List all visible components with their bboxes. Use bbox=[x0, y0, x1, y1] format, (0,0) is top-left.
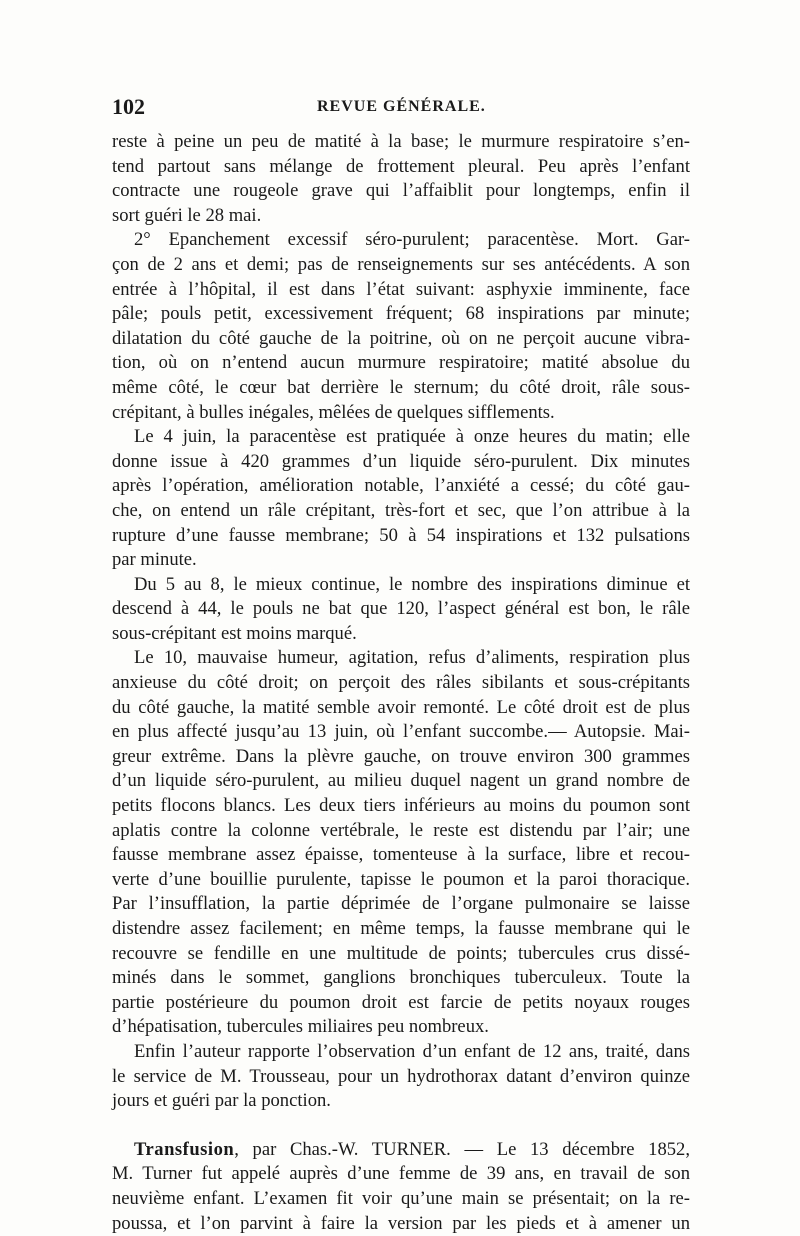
text-line: petits flocons blancs. Les deux tiers inférieurs au moins du poumon sont bbox=[112, 795, 690, 817]
section-first-line bbox=[112, 1138, 690, 1163]
text-line: crépitant, à bulles inégales, mêlées de quelques sifflements. bbox=[112, 401, 555, 423]
text-line: jours et guéri par la ponction. bbox=[112, 1090, 331, 1112]
text-line: par minute. bbox=[112, 549, 197, 571]
text-line: donne issue à 420 grammes d’un liquide séro-purulent. Dix minutes bbox=[112, 450, 690, 472]
text-line: distendre assez facilement; en même temps, la fausse membrane qui le bbox=[112, 918, 690, 939]
text-line: après l’opération, amélioration notable, l’anxiété a cessé; du côté gau- bbox=[112, 475, 690, 497]
text-line: fausse membrane assez épaisse, tomenteuse à la surface, libre et recou- bbox=[112, 844, 690, 866]
text-line: Par l’insufflation, la partie déprimée de l’organe pulmonaire se laisse bbox=[112, 893, 690, 915]
text-line: Le 4 juin, la paracentèse est pratiquée à onze heures du matin; elle bbox=[134, 426, 690, 448]
text-line: Enfin l’auteur rapporte l’observation d’un enfant de 12 ans, traité, dans bbox=[134, 1040, 690, 1062]
text-line: Du 5 au 8, le mieux continue, le nombre des inspirations diminue et bbox=[134, 573, 690, 595]
page-number: 102 bbox=[112, 94, 145, 119]
text-line: che, on entend un râle crépitant, très-fort et sec, que l’on attribue à la bbox=[112, 499, 690, 521]
text-line: sort guéri le 28 mai. bbox=[112, 204, 262, 226]
text-line: descend à 44, le pouls ne bat que 120, l’aspect général est bon, le râle bbox=[112, 598, 690, 620]
text-line: Le 10, mauvaise humeur, agitation, refus d’aliments, respiration plus bbox=[134, 647, 690, 669]
text-line: aplatis contre la colonne vertébrale, le reste est distendu par l’air; une bbox=[112, 819, 690, 841]
text-line: du côté gauche, la matité semble avoir remonté. Le côté droit est de plus bbox=[112, 696, 690, 718]
text-line: greur extrême. Dans la plèvre gauche, on trouve environ 300 grammes bbox=[112, 745, 690, 767]
text-line: verte d’une bouillie purulente, tapisse le poumon et la paroi thoracique. bbox=[112, 868, 690, 890]
text-line: tion, où on n’entend aucun murmure respiratoire; matité absolue du bbox=[112, 352, 690, 374]
text-line: sous-crépitant est moins marqué. bbox=[112, 622, 357, 644]
text-line: neuvième enfant. L’examen fit voir qu’une main se présentait; on la re- bbox=[112, 1187, 690, 1209]
section-gap bbox=[112, 1114, 690, 1138]
text-line: dilatation du côté gauche de la poitrine, où on ne perçoit aucune vibra- bbox=[112, 327, 690, 349]
text-line: çon de 2 ans et demi; pas de renseignements sur ses antécédents. A son bbox=[112, 253, 690, 275]
text-line: rupture d’une fausse membrane; 50 à 54 inspirations et 132 pulsations bbox=[112, 524, 690, 546]
text-line: minés dans le sommet, ganglions bronchiques tuberculeux. Toute la bbox=[112, 967, 690, 989]
text-line: entrée à l’hôpital, il est dans l’état suivant: asphyxie imminente, face bbox=[112, 278, 690, 300]
page-header bbox=[112, 94, 690, 126]
text-line: en plus affecté jusqu’au 13 juin, où l’enfant succombe.— Autopsie. Mai- bbox=[112, 721, 690, 743]
text-line: recouvre se fendille en une multitude de points; tubercules crus dissé- bbox=[112, 942, 690, 964]
text-line: pâle; pouls petit, excessivement fréquent; 68 inspirations par minute; bbox=[112, 303, 690, 325]
section-title: Transfusion bbox=[134, 1138, 235, 1160]
text-line: reste à peine un peu de matité à la base; le murmure respiratoire s’en- bbox=[112, 131, 690, 152]
text-line: tend partout sans mélange de frottement pleural. Peu après l’enfant bbox=[112, 155, 690, 177]
body-text bbox=[112, 130, 690, 1236]
text-line: d’un liquide séro-purulent, au milieu duquel nagent un grand nombre de bbox=[112, 770, 690, 792]
subheading-line: 2° Epanchement excessif séro-purulent; paracentèse. Mort. Gar- bbox=[134, 229, 690, 251]
text-line: contracte une rougeole grave qui l’affaiblit pour longtemps, enfin il bbox=[112, 180, 690, 202]
text-line: d’hépatisation, tubercules miliaires peu nombreux. bbox=[112, 1016, 489, 1038]
text-line: même côté, le cœur bat derrière le sternum; du côté droit, râle sous- bbox=[112, 376, 690, 398]
section-first-line-text: , par Chas.-W. TURNER. — Le 13 décembre 1852, bbox=[234, 1138, 690, 1160]
text-line: anxieuse du côté droit; on perçoit des râles sibilants et sous-crépitants bbox=[112, 672, 690, 694]
running-head: REVUE GÉNÉRALE. bbox=[317, 98, 486, 115]
text-line: poussa, et l’on parvint à faire la version par les pieds et à amener un bbox=[112, 1212, 690, 1234]
text-line: partie postérieure du poumon droit est farcie de petits noyaux rouges bbox=[112, 991, 690, 1013]
text-line: M. Turner fut appelé auprès d’une femme de 39 ans, en travail de son bbox=[112, 1163, 690, 1185]
text-line: le service de M. Trousseau, pour un hydrothorax datant d’environ quinze bbox=[112, 1065, 690, 1087]
